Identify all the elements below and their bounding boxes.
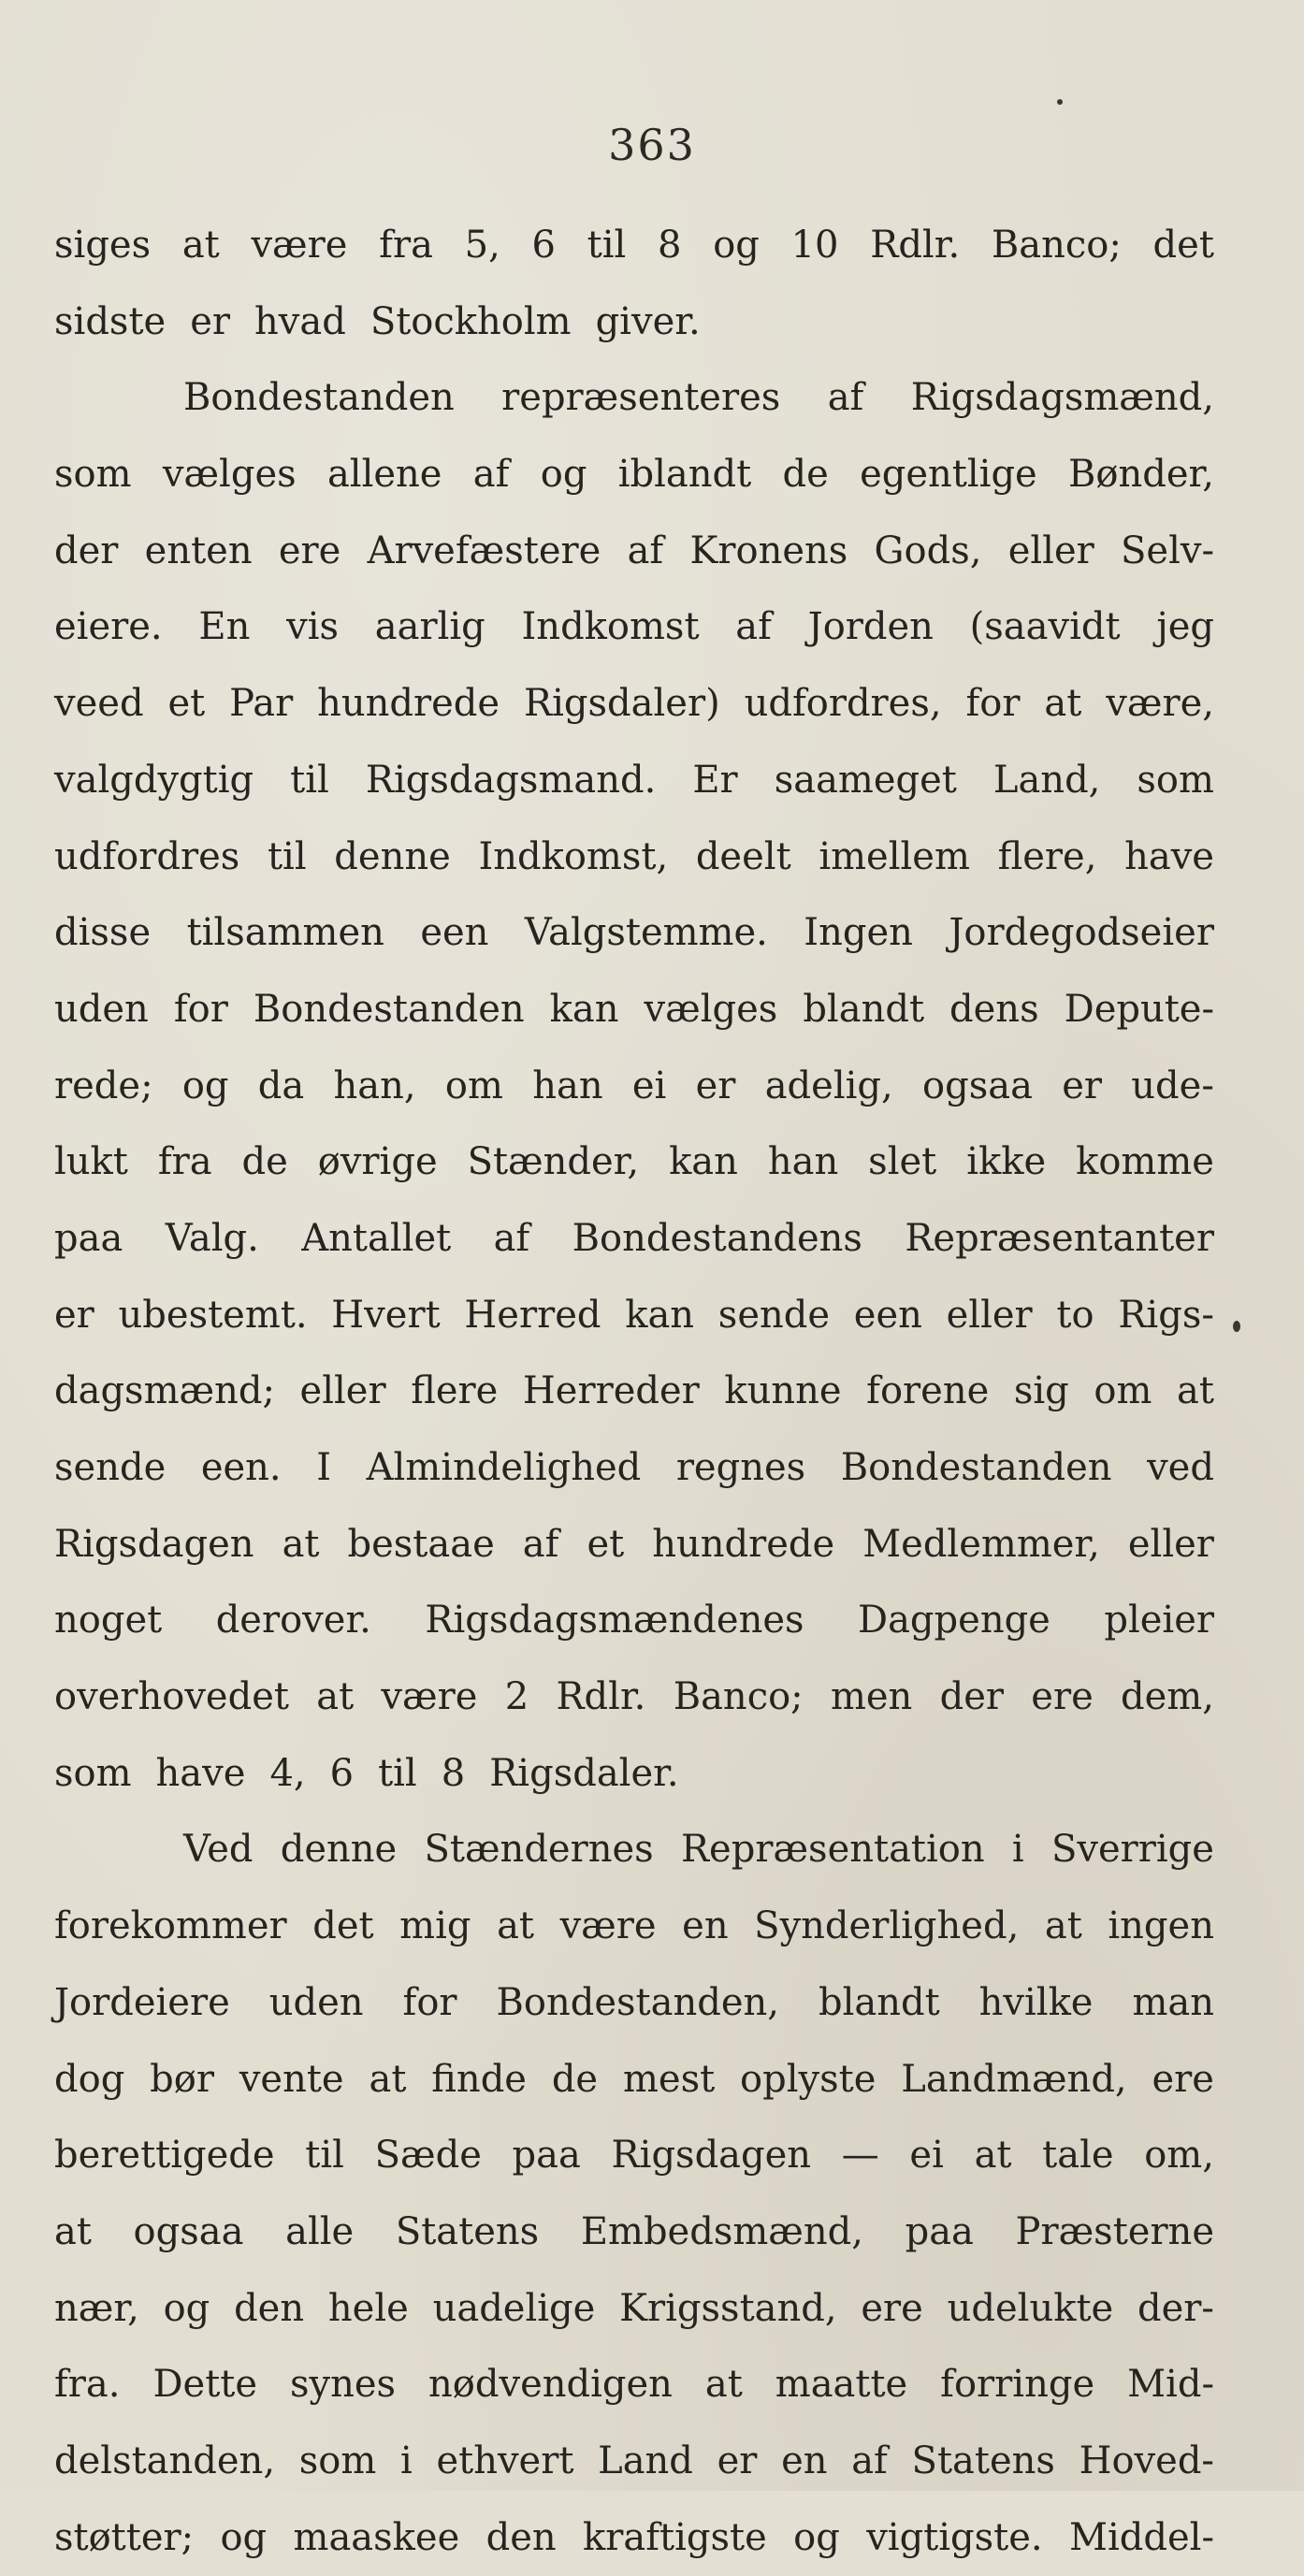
word: Stænder, bbox=[467, 1140, 640, 1184]
word: Par bbox=[229, 682, 294, 726]
word: Bondestanden bbox=[253, 987, 525, 1031]
word: hvad bbox=[254, 299, 346, 343]
word: iblandt bbox=[617, 453, 752, 497]
word: Land bbox=[598, 2439, 693, 2482]
text-line bbox=[54, 589, 1214, 666]
word: han bbox=[767, 1140, 839, 1184]
word: repræsenteres bbox=[501, 376, 781, 420]
word: være bbox=[251, 224, 348, 267]
word: et bbox=[587, 1522, 625, 1566]
word: synes bbox=[289, 2363, 397, 2407]
word: til bbox=[378, 1751, 417, 1795]
word: Statens bbox=[395, 2209, 540, 2253]
word: en bbox=[682, 1904, 729, 1948]
word: rede; bbox=[54, 1064, 153, 1107]
word: een bbox=[420, 911, 489, 955]
word: Herred bbox=[464, 1293, 601, 1337]
text-line bbox=[54, 819, 1214, 896]
word: allene bbox=[326, 453, 442, 497]
word: forekommer bbox=[54, 1904, 287, 1948]
word: Mid- bbox=[1127, 2363, 1214, 2407]
word: til bbox=[267, 834, 307, 878]
word: der bbox=[939, 1675, 1004, 1719]
word: ere bbox=[861, 2286, 923, 2330]
word: og bbox=[181, 1064, 229, 1107]
word: denne bbox=[334, 834, 451, 878]
word: egentlige bbox=[860, 453, 1037, 497]
word: af bbox=[472, 453, 510, 497]
word: saameget bbox=[774, 758, 957, 802]
word: vælges bbox=[162, 453, 297, 497]
word: eller bbox=[1127, 1522, 1214, 1566]
text-line bbox=[54, 743, 1214, 819]
word: Bondestanden bbox=[183, 376, 455, 420]
word: den bbox=[234, 2286, 305, 2330]
word: delstanden, bbox=[54, 2439, 276, 2482]
word: ei bbox=[909, 2134, 944, 2178]
text-line bbox=[54, 2118, 1214, 2194]
text-line bbox=[54, 895, 1214, 972]
word: disse bbox=[54, 911, 152, 955]
word: at bbox=[282, 1522, 320, 1566]
word: Sverrige bbox=[1050, 1828, 1214, 1872]
word: der- bbox=[1137, 2286, 1214, 2330]
word: det bbox=[1152, 224, 1214, 267]
word: een bbox=[853, 1293, 922, 1337]
word: maatte bbox=[775, 2363, 908, 2407]
word: det bbox=[312, 1904, 374, 1948]
word: Landmænd, bbox=[901, 2057, 1127, 2101]
word: blandt bbox=[818, 1980, 940, 2024]
word: at bbox=[369, 2057, 407, 2101]
word: Almindelighed bbox=[366, 1446, 642, 1489]
word: ude- bbox=[1131, 1064, 1214, 1107]
word: er bbox=[717, 2439, 758, 2482]
word: de bbox=[241, 1140, 288, 1184]
word: ubestemt. bbox=[118, 1293, 308, 1337]
word: tilsammen bbox=[186, 911, 384, 955]
word: Synderlighed, bbox=[754, 1904, 1020, 1948]
word: Rdlr. bbox=[870, 224, 961, 267]
word: Rigs- bbox=[1118, 1293, 1214, 1337]
word: Præsterne bbox=[1015, 2209, 1214, 2253]
word: paa bbox=[54, 1216, 123, 1260]
word: flere bbox=[411, 1369, 499, 1413]
word: Kronens bbox=[689, 528, 848, 572]
text-line bbox=[54, 1812, 1214, 1889]
word: Medlemmer, bbox=[862, 1522, 1100, 1566]
word: imellem bbox=[819, 834, 970, 878]
word: 5, bbox=[464, 224, 500, 267]
word: at bbox=[974, 2134, 1012, 2178]
word: (saavidt bbox=[969, 605, 1121, 649]
word: Banco; bbox=[673, 1675, 804, 1719]
word: Indkomst bbox=[521, 605, 700, 649]
word: bør bbox=[150, 2057, 214, 2101]
word: Dette bbox=[152, 2363, 258, 2407]
word: siges bbox=[54, 224, 152, 267]
word: Hoved- bbox=[1079, 2439, 1214, 2482]
word: øvrige bbox=[317, 1140, 438, 1184]
word: udfordres bbox=[54, 834, 240, 878]
word: at bbox=[54, 2209, 92, 2253]
word: for bbox=[402, 1980, 457, 2024]
word: og bbox=[540, 453, 587, 497]
word: ere bbox=[1031, 1675, 1094, 1719]
word: Jordeiere bbox=[54, 1980, 230, 2024]
word: veed bbox=[54, 682, 144, 726]
word: udelukte bbox=[947, 2286, 1114, 2330]
word: Rigsdagsmændenes bbox=[425, 1599, 804, 1643]
word: er bbox=[1062, 1064, 1102, 1107]
word: Antallet bbox=[301, 1216, 452, 1260]
text-line bbox=[54, 284, 1214, 361]
text-line bbox=[54, 2271, 1214, 2348]
word: Depute- bbox=[1064, 987, 1214, 1031]
word: 6 bbox=[329, 1751, 355, 1795]
word: men bbox=[830, 1675, 913, 1719]
word: et bbox=[167, 682, 206, 726]
word: derover. bbox=[215, 1599, 371, 1643]
text-line bbox=[54, 208, 1214, 284]
word: tale bbox=[1042, 2134, 1114, 2178]
word: uden bbox=[268, 1980, 364, 2024]
word: kan bbox=[625, 1293, 695, 1337]
text-line bbox=[54, 437, 1214, 514]
word: om, bbox=[1144, 2134, 1214, 2178]
word: jeg bbox=[1156, 605, 1214, 649]
text-line bbox=[54, 1201, 1214, 1278]
word: een. bbox=[200, 1446, 282, 1489]
word: Sæde bbox=[374, 2134, 482, 2178]
word: 10 bbox=[790, 224, 839, 267]
word: ethvert bbox=[436, 2439, 574, 2482]
word: Er bbox=[692, 758, 738, 802]
text-line bbox=[54, 1736, 1214, 1813]
text-line bbox=[54, 1889, 1214, 1965]
print-speck bbox=[1057, 99, 1063, 105]
word: Ingen bbox=[804, 911, 913, 955]
word: Repræsentation bbox=[680, 1828, 985, 1872]
word: at bbox=[704, 2363, 743, 2407]
word: ei bbox=[631, 1064, 667, 1107]
word: Arvefæstere bbox=[367, 528, 601, 572]
text-line bbox=[54, 972, 1214, 1049]
word: Middel- bbox=[1069, 2515, 1214, 2559]
word: enten bbox=[144, 528, 253, 572]
word: af bbox=[627, 528, 664, 572]
word: Stockholm bbox=[369, 299, 572, 343]
word: til bbox=[305, 2134, 344, 2178]
word: 8 bbox=[441, 1751, 466, 1795]
text-line bbox=[54, 2424, 1214, 2500]
word: Jordegodseier bbox=[949, 911, 1214, 955]
word: Rigsdagen bbox=[54, 1522, 254, 1566]
word: Bondestandens bbox=[572, 1216, 862, 1260]
word: af bbox=[735, 605, 772, 649]
word: Land, bbox=[992, 758, 1101, 802]
word: Rigsdaler. bbox=[489, 1751, 679, 1795]
word: hundrede bbox=[317, 682, 500, 726]
word: man bbox=[1132, 1980, 1214, 2024]
word: være, bbox=[1106, 682, 1214, 726]
word: Herreder bbox=[522, 1369, 700, 1413]
word: eller bbox=[946, 1293, 1033, 1337]
text-line bbox=[54, 1507, 1214, 1584]
text-line bbox=[54, 2194, 1214, 2271]
word: Rigsdagsmand. bbox=[365, 758, 657, 802]
text-line bbox=[54, 1430, 1214, 1507]
word: som bbox=[54, 453, 132, 497]
word: ved bbox=[1147, 1446, 1214, 1489]
word: kan bbox=[669, 1140, 738, 1184]
word: er bbox=[54, 1293, 94, 1337]
word: regnes bbox=[675, 1446, 806, 1489]
word: er bbox=[190, 299, 230, 343]
word: uadelige bbox=[432, 2286, 596, 2330]
word: han, bbox=[333, 1064, 416, 1107]
word: forringe bbox=[940, 2363, 1095, 2407]
text-line bbox=[54, 360, 1214, 437]
word: vente bbox=[239, 2057, 344, 2101]
word: Rigsdagsmænd, bbox=[910, 376, 1214, 420]
word: have bbox=[1124, 834, 1214, 878]
word: uden bbox=[54, 987, 149, 1031]
word: vigtigste. bbox=[866, 2515, 1043, 2559]
word: og bbox=[713, 224, 760, 267]
word: komme bbox=[1076, 1140, 1214, 1184]
body-text bbox=[54, 208, 1214, 2576]
word: eller bbox=[299, 1369, 386, 1413]
word: de bbox=[551, 2057, 599, 2101]
word: I bbox=[316, 1446, 332, 1489]
word: eller bbox=[1007, 528, 1094, 572]
text-line bbox=[54, 2042, 1214, 2119]
word: at bbox=[316, 1675, 355, 1719]
word: Krigsstand, bbox=[619, 2286, 837, 2330]
word: om bbox=[1094, 1369, 1152, 1413]
word: Valg. bbox=[165, 1216, 259, 1260]
word: at bbox=[1176, 1369, 1214, 1413]
text-line bbox=[54, 2500, 1214, 2576]
word: da bbox=[257, 1064, 305, 1107]
word: denne bbox=[280, 1828, 398, 1872]
word: giver. bbox=[595, 299, 701, 343]
text-line bbox=[54, 1278, 1214, 1354]
word: hele bbox=[327, 2286, 409, 2330]
word: at bbox=[1044, 682, 1082, 726]
word: fra bbox=[379, 224, 433, 267]
word: hvilke bbox=[978, 1980, 1094, 2024]
word: er bbox=[695, 1064, 736, 1107]
word: Banco; bbox=[991, 224, 1122, 267]
word: slet bbox=[868, 1140, 937, 1184]
word: — bbox=[841, 2134, 879, 2178]
word: dens bbox=[949, 987, 1039, 1031]
word: ere bbox=[278, 528, 341, 572]
word: og bbox=[163, 2286, 210, 2330]
word: Bønder, bbox=[1068, 453, 1214, 497]
word: og bbox=[793, 2515, 840, 2559]
word: mig bbox=[399, 1904, 471, 1948]
word: som bbox=[298, 2439, 377, 2482]
word: Rdlr. bbox=[556, 1675, 646, 1719]
word: kan bbox=[549, 987, 619, 1031]
word: bestaae bbox=[347, 1522, 495, 1566]
word: være bbox=[381, 1675, 478, 1719]
word: flere, bbox=[997, 834, 1097, 878]
word: paa bbox=[905, 2209, 974, 2253]
word: nødvendigen bbox=[428, 2363, 673, 2407]
word: være bbox=[559, 1904, 657, 1948]
word: 4, bbox=[269, 1751, 306, 1795]
word: sidste bbox=[54, 299, 167, 343]
word: dagsmænd; bbox=[54, 1369, 275, 1413]
word: for bbox=[965, 682, 1021, 726]
word: oplyste bbox=[740, 2057, 877, 2101]
word: støtter; bbox=[54, 2515, 195, 2559]
word: Bondestanden bbox=[840, 1446, 1112, 1489]
word: forene bbox=[866, 1369, 990, 1413]
word: han bbox=[532, 1064, 603, 1107]
text-line bbox=[54, 1124, 1214, 1201]
word: En bbox=[198, 605, 251, 649]
text-line bbox=[54, 1353, 1214, 1430]
word: som bbox=[1137, 758, 1214, 802]
word: i bbox=[1011, 1828, 1024, 1872]
word: at bbox=[1044, 1904, 1082, 1948]
word: af bbox=[493, 1216, 530, 1260]
word: sende bbox=[717, 1293, 831, 1337]
word: Valgstemme. bbox=[524, 911, 768, 955]
word: Jorden bbox=[807, 605, 934, 649]
word: Statens bbox=[911, 2439, 1055, 2482]
word: 8 bbox=[658, 224, 682, 267]
word: Selv- bbox=[1121, 528, 1214, 572]
word: kraftigste bbox=[583, 2515, 767, 2559]
word: maaskee bbox=[293, 2515, 460, 2559]
word: pleier bbox=[1104, 1599, 1214, 1643]
word: af bbox=[851, 2439, 888, 2482]
word: Indkomst, bbox=[478, 834, 669, 878]
word: fra bbox=[157, 1140, 212, 1184]
word: have bbox=[155, 1751, 246, 1795]
text-line bbox=[54, 1583, 1214, 1659]
word: om bbox=[444, 1064, 503, 1107]
word: Embedsmænd, bbox=[580, 2209, 863, 2253]
word: for bbox=[173, 987, 228, 1031]
word: der bbox=[54, 528, 119, 572]
word: adelig, bbox=[764, 1064, 893, 1107]
word: berettigede bbox=[54, 2134, 275, 2178]
word: som bbox=[54, 1751, 132, 1795]
word: de bbox=[782, 453, 829, 497]
word: at bbox=[497, 1904, 534, 1948]
text-line bbox=[54, 1049, 1214, 1125]
word: til bbox=[290, 758, 329, 802]
word: og bbox=[220, 2515, 268, 2559]
word: Ved bbox=[183, 1828, 254, 1872]
word: sende bbox=[54, 1446, 167, 1489]
word: nær, bbox=[54, 2286, 139, 2330]
word: Gods, bbox=[874, 528, 982, 572]
print-speck bbox=[1233, 1321, 1240, 1332]
word: Repræsentanter bbox=[905, 1216, 1214, 1260]
word: paa bbox=[512, 2134, 581, 2178]
word: blandt bbox=[803, 987, 925, 1031]
text-line bbox=[54, 514, 1214, 590]
word: alle bbox=[285, 2209, 355, 2253]
word: i bbox=[399, 2439, 413, 2482]
word: dem, bbox=[1121, 1675, 1214, 1719]
word: noget bbox=[54, 1599, 163, 1643]
word: valgdygtig bbox=[54, 758, 254, 802]
word: mest bbox=[622, 2057, 716, 2101]
word: ere bbox=[1152, 2057, 1214, 2101]
word: ikke bbox=[966, 1140, 1047, 1184]
text-line bbox=[54, 1965, 1214, 2042]
text-line bbox=[54, 666, 1214, 743]
word: aarlig bbox=[374, 605, 485, 649]
word: Hvert bbox=[331, 1293, 441, 1337]
word: at bbox=[181, 224, 220, 267]
text-line bbox=[54, 1659, 1214, 1736]
word: af bbox=[827, 376, 864, 420]
word: overhovedet bbox=[54, 1675, 289, 1719]
word: to bbox=[1056, 1293, 1094, 1337]
word: 2 bbox=[504, 1675, 529, 1719]
word: kunne bbox=[724, 1369, 842, 1413]
word: sig bbox=[1013, 1369, 1069, 1413]
text-line bbox=[54, 2347, 1214, 2424]
word: deelt bbox=[695, 834, 791, 878]
page-number: 363 bbox=[608, 120, 696, 170]
word: af bbox=[522, 1522, 559, 1566]
word: Rigsdagen bbox=[611, 2134, 812, 2178]
word: ingen bbox=[1108, 1904, 1214, 1948]
word: dog bbox=[54, 2057, 125, 2101]
word: fra. bbox=[54, 2363, 121, 2407]
word: Stændernes bbox=[424, 1828, 654, 1872]
word: finde bbox=[431, 2057, 527, 2101]
word: udfordres, bbox=[744, 682, 942, 726]
word: hundrede bbox=[652, 1522, 835, 1566]
word: 6 bbox=[531, 224, 556, 267]
word: en bbox=[781, 2439, 828, 2482]
word: vis bbox=[286, 605, 340, 649]
word: Dagpenge bbox=[858, 1599, 1050, 1643]
word: vælges bbox=[644, 987, 778, 1031]
word: ogsaa bbox=[133, 2209, 244, 2253]
word: Rigsdaler) bbox=[523, 682, 720, 726]
word: eiere. bbox=[54, 605, 163, 649]
word: til bbox=[587, 224, 627, 267]
word: den bbox=[485, 2515, 557, 2559]
word: Bondestanden, bbox=[496, 1980, 779, 2024]
word: ogsaa bbox=[922, 1064, 1033, 1107]
word: lukt bbox=[54, 1140, 128, 1184]
